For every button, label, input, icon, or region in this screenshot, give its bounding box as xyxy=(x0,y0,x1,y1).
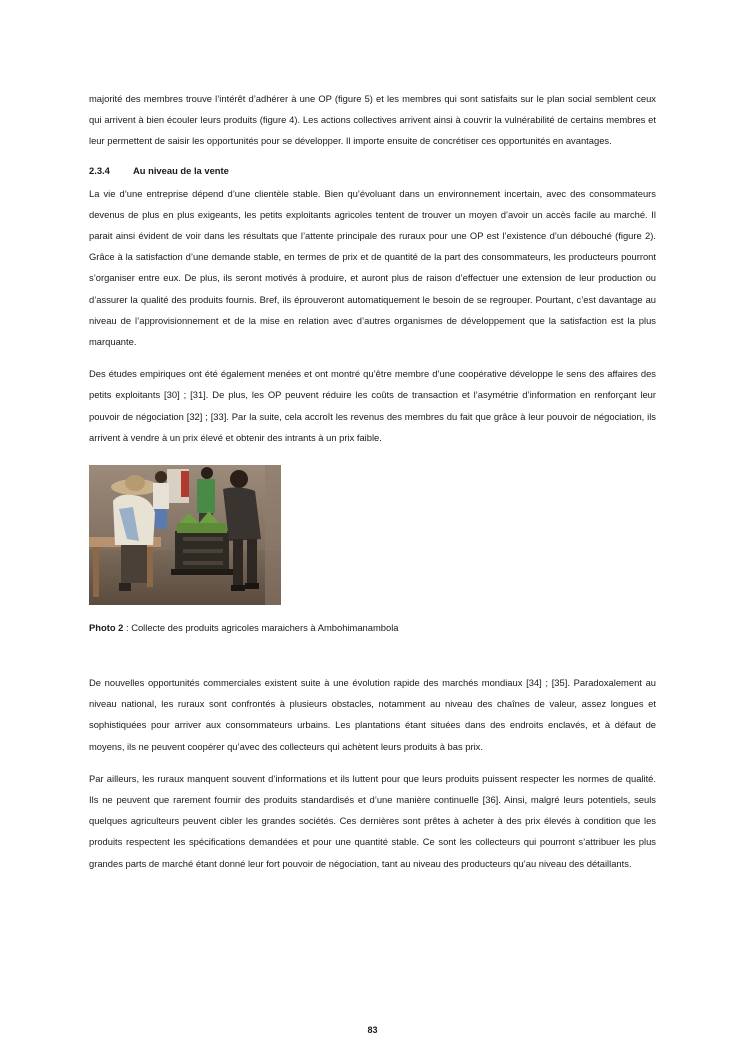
paragraph-opportunities: majorité des membres trouve l’intérêt d’adhérer à une OP (figure 5) et les membres qui sont satisfaits sur le plan social semblent ceux qui arrivent à bien écouler leurs produits (figure 4). Les actions collectives arrivent ainsi à couvrir la vulnérabilité de certains membres et leur permettent de saisir les opportunités pour se développer. Il importe ensuite de concrétiser ces opportunités en avantages. xyxy=(89,93,656,147)
paragraph-quality-norms: Par ailleurs, les ruraux manquent souvent d’informations et ils luttent pour que leurs produits puissent respecter les normes de qualité. Ils ne peuvent que rarement fournir des produits standardisés et d’une manière continuelle [36]. Ainsi, malgré leurs potentiels, seuls quelques agriculteurs peuvent cibler les grandes sociétés. Ces dernières sont prêtes à acheter à des prix élevés à condition que les produits respectent les spécifications demandées et pour une quantité stable. Ce sont les collecteurs qui pourront s’attribuer les plus grandes parts de marché étant donné leur fort pouvoir de négociation, tant au niveau des producteurs qu’au niveau des détaillants. xyxy=(89,772,656,869)
photo-caption-text: : Collecte des produits agricoles maraichers à Ambohimanambola xyxy=(123,622,399,634)
section-title: Au niveau de la vente xyxy=(133,164,229,176)
section-heading xyxy=(89,164,656,178)
market-collection-photo xyxy=(89,465,281,605)
photo-caption-label: Photo 2 xyxy=(89,622,124,634)
paragraph-empirical-studies: Des études empiriques ont été également menées et ont montré qu’être membre d’une coopérative développe le sens des affaires des petits exploitants [30] ; [31]. De plus, les OP peuvent réduire les coûts de transaction et l’asymétrie d’information en renforçant leur pouvoir de négociation [32] ; [33]. Par la suite, cela accroît les revenus des membres du fait que grâce à leur pouvoir de négociation, ils arrivent à vendre à un prix élevé et obtenir des intrants à un prix faible. xyxy=(89,368,656,443)
document-page xyxy=(89,88,656,874)
section-number: 2.3.4 xyxy=(89,164,110,176)
paragraph-clientele: La vie d’une entreprise dépend d’une clientèle stable. Bien qu’évoluant dans un environnement incertain, avec des consommateurs devenus de plus en plus exigeants, les petits exploitants agricoles tentent de trouver un moyen d’avoir un accès facile au marché. Il parait ainsi évident de voir dans les résultats que l’attente principale des ruraux pour une OP est l’existence d’un débouché (figure 2). Grâce à la satisfaction d’une demande stable, en termes de prix et de quantité de la part des consommateurs, les producteurs pourront s’organiser entre eux. De plus, ils seront motivés à produire, et auront plus de raison d’effectuer une extension de leur production ou d’assurer la qualité des produits fournis. Bref, ils éprouveront automatiquement le besoin de se regrouper. Pourtant, c’est davantage au niveau de l’approvisionnement et de la mise en relation avec d’autres organismes de développement que la satisfaction est la plus marquante. xyxy=(89,187,656,348)
page-number: 83 xyxy=(367,1025,378,1035)
photo-caption xyxy=(89,621,656,635)
paragraph-commercial-opportunities: De nouvelles opportunités commerciales existent suite à une évolution rapide des marchés mondiaux [34] ; [35]. Paradoxalement au niveau national, les ruraux sont confrontés à plusieurs obstacles, notamment au niveau des chaînes de valeur, assez longues et sophistiquées pour arriver aux consommateurs urbains. Les plantations étant situées dans des endroits enclavés, et à défaut de moyens, ils ne peuvent coopérer qu’avec des collecteurs qui achètent leurs produits à bas prix. xyxy=(89,677,656,752)
